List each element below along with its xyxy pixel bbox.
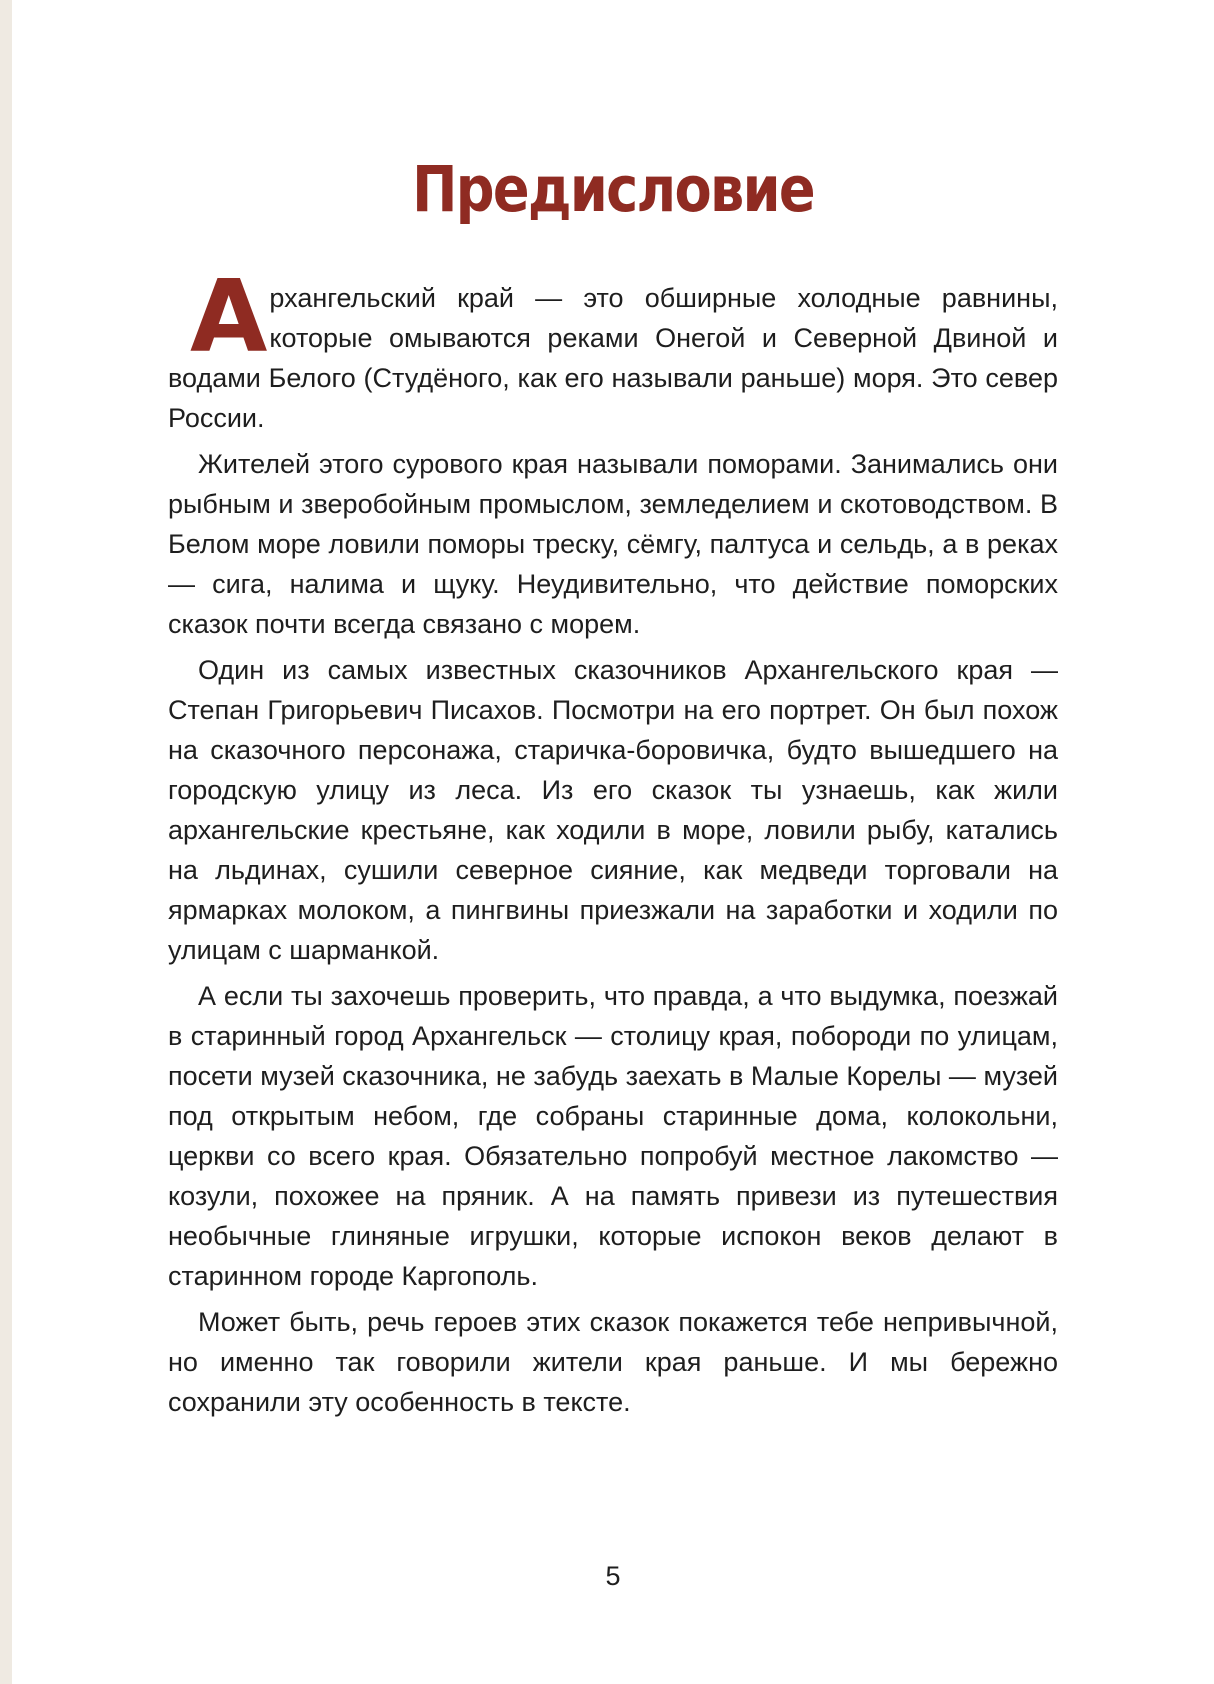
page-title: Предисловие: [412, 153, 814, 226]
preface-text: [168, 258, 1058, 1428]
paragraph-1: [168, 258, 1058, 438]
paragraph-2: Жителей этого сурового края называли поморами. Занимались они рыбным и зверобойным промыслом, земледелием и скотоводством. В Белом море ловили поморы треску, сёмгу, палтуса и сельдь, а в реках — сига, налима и щуку. Неудивительно, что действие поморских сказок почти всегда связано с морем.: [168, 449, 1058, 639]
drop-cap: А: [190, 258, 266, 375]
page-number: 5: [605, 1561, 621, 1591]
paragraph-3: Один из самых известных сказочников Архангельского края — Степан Григорьевич Писахов. Посмотри на его портрет. Он был похож на сказочного персонажа, старичка-боровичка, будто вышедшего на городскую улицу из леса. Из его сказок ты узнаешь, как жили архангельские крестьяне, как ходили в море, ловили рыбу, катались на льдинах, сушили северное сияние, как медведи торговали на ярмарках молоком, а пингвины приезжали на заработки и ходили по улицам с шарманкой.: [168, 655, 1058, 965]
book-page: [12, 0, 1214, 1684]
paragraph-1-text: рхангельский край — это обширные холодные равнины, которые омываются реками Онегой и Северной Двиной и водами Белого (Студёного, как его называли раньше) моря. Это север России.: [168, 283, 1058, 433]
paragraph-5: Может быть, речь героев этих сказок покажется тебе непривычной, но именно так говорили жители края раньше. И мы бережно сохранили эту особенность в тексте.: [168, 1307, 1058, 1417]
paragraph-4: А если ты захочешь проверить, что правда, а что выдумка, поезжай в старинный город Архангельск — столицу края, побороди по улицам, посети музей сказочника, не забудь заехать в Малые Корелы — музей под открытым небом, где собраны старинные дома, колокольни, церкви со всего края. Обязательно попробуй местное лакомство — козули, похожее на пряник. А на память привези из путешествия необычные глиняные игрушки, которые испокон веков делают в старинном городе Каргополь.: [168, 981, 1058, 1291]
